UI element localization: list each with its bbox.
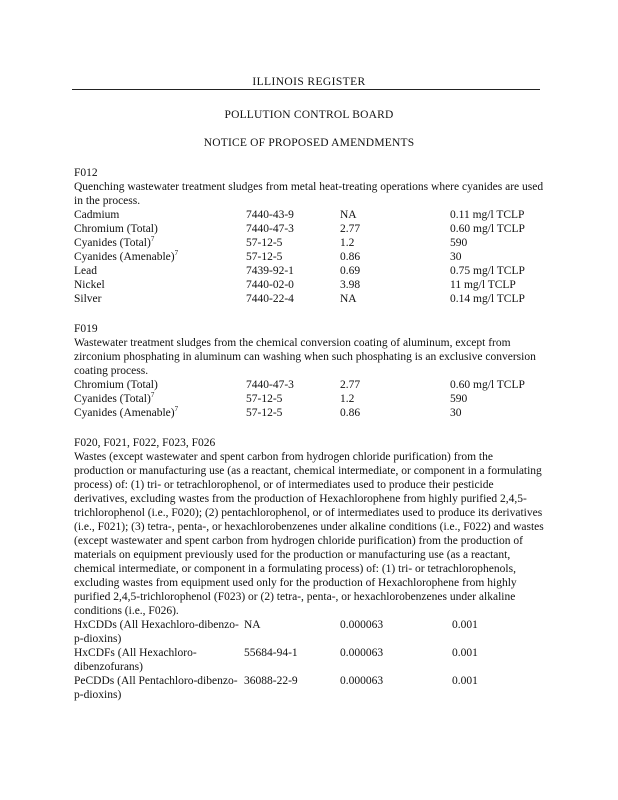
waste-description: Wastes (except wastewater and spent carbon from hydrogen chloride purification) from the production or manufacturing use (as a reactant, chemical intermediate, or component in a formulating process) of: (1) tri- or tetrachlorophenol, or of intermediates used to produce their pesticide derivatives, excluding wastes from the production of Hexachlorophene from highly purified 2,4,5-trichlorophenol (i.e., F020); (2) pentachlorophenol, or of intermediates used to produce its derivatives (i.e., F021); (3) tetra-, penta-, or hexachlorobenzenes under alkaline conditions (i.e., F022) and wastes (except wastewater and spent carbon from hydrogen chloride purification) from the production of materials on equipment previously used for the production or manufacturing use (as a reactant, chemical intermediate, or component in a formulating process) of: (1) tri- or tetrachlorophenols, excluding wastes from equipment used only for the production of Hexachlorophene from highly purified 2,4,5-trichlorophenol (F023) or (2) tetra-, penta-, or hexachlorobenzenes under alkaline conditions (i.e., F026). bbox=[74, 451, 544, 617]
nonwastewater-standard: 0.14 mg/l TCLP bbox=[450, 293, 525, 305]
cas-number: 57-12-5 bbox=[246, 393, 283, 405]
constituent-name: Silver bbox=[74, 293, 102, 305]
wastewater-standard: 3.98 bbox=[340, 279, 361, 291]
waste-code: F019 bbox=[74, 323, 98, 335]
constituent-name: Cyanides (Amenable) bbox=[74, 407, 175, 419]
section-f020-f026 bbox=[74, 436, 544, 702]
table-row bbox=[74, 250, 525, 264]
constituent-name: HxCDDs (All Hexachloro-dibenzo-p-dioxins) bbox=[74, 619, 239, 645]
table-row bbox=[74, 618, 478, 646]
nonwastewater-standard: 0.11 mg/l TCLP bbox=[450, 209, 525, 221]
constituent-name: Cyanides (Total) bbox=[74, 237, 151, 249]
cas-number: 57-12-5 bbox=[246, 237, 283, 249]
wastewater-standard: 1.2 bbox=[340, 237, 355, 249]
nonwastewater-standard: 0.60 mg/l TCLP bbox=[450, 379, 525, 391]
waste-code: F020, F021, F022, F023, F026 bbox=[74, 437, 216, 449]
nonwastewater-standard: 0.001 bbox=[452, 675, 478, 687]
constituent-cell bbox=[74, 236, 246, 250]
constituent-name: Chromium (Total) bbox=[74, 223, 158, 235]
nonwastewater-standard: 30 bbox=[450, 251, 462, 263]
table-row bbox=[74, 392, 525, 406]
table-row bbox=[74, 236, 525, 250]
constituent-name: Cyanides (Total) bbox=[74, 393, 151, 405]
constituent-name: Cyanides (Amenable) bbox=[74, 251, 175, 263]
waste-description: Wastewater treatment sludges from the chemical conversion coating of aluminum, except from zirconium phosphating in aluminum can washing when such phosphating is an exclusive conversion coating process. bbox=[74, 337, 536, 377]
wastewater-standard: 2.77 bbox=[340, 379, 361, 391]
constituent-name: Nickel bbox=[74, 279, 105, 291]
nonwastewater-standard: 11 mg/l TCLP bbox=[450, 279, 516, 291]
table-row bbox=[74, 378, 525, 392]
table-row bbox=[74, 674, 478, 702]
nonwastewater-standard: 590 bbox=[450, 237, 468, 249]
wastewater-standard: 0.000063 bbox=[340, 647, 384, 659]
wastewater-standard: 2.77 bbox=[340, 223, 361, 235]
waste-description: Quenching wastewater treatment sludges from metal heat-treating operations where cyanides are used in the process. bbox=[74, 181, 544, 207]
cas-number: 55684-94-1 bbox=[244, 647, 298, 659]
constituent-name: HxCDFs (All Hexachloro-dibenzofurans) bbox=[74, 647, 197, 673]
cas-number: 7439-92-1 bbox=[246, 265, 294, 277]
constituent-cell bbox=[74, 250, 246, 264]
cas-number: 7440-43-9 bbox=[246, 209, 294, 221]
footnote-marker: 7 bbox=[174, 405, 179, 414]
constituent-name: Lead bbox=[74, 265, 97, 277]
wastewater-standard: 0.69 bbox=[340, 265, 361, 277]
table-row bbox=[74, 208, 525, 222]
board-name: POLLUTION CONTROL BOARD bbox=[224, 109, 394, 121]
footnote-marker: 7 bbox=[150, 391, 155, 400]
cas-number: 7440-47-3 bbox=[246, 379, 294, 391]
constituent-name: Cadmium bbox=[74, 209, 120, 221]
wastewater-standard: 1.2 bbox=[340, 393, 355, 405]
constituent-name: Chromium (Total) bbox=[74, 379, 158, 391]
constituent-cell bbox=[74, 406, 246, 420]
wastewater-standard: NA bbox=[340, 293, 357, 305]
wastewater-standard: NA bbox=[340, 209, 357, 221]
table-row bbox=[74, 292, 525, 306]
cas-number: 57-12-5 bbox=[246, 407, 283, 419]
wastewater-standard: 0.000063 bbox=[340, 619, 384, 631]
cas-number: 7440-02-0 bbox=[246, 279, 294, 291]
table-row bbox=[74, 264, 525, 278]
nonwastewater-standard: 590 bbox=[450, 393, 468, 405]
notice-title: NOTICE OF PROPOSED AMENDMENTS bbox=[203, 137, 415, 149]
cas-number: 7440-22-4 bbox=[246, 293, 294, 305]
constituent-table bbox=[74, 618, 478, 702]
cas-number: 7440-47-3 bbox=[246, 223, 294, 235]
cas-number: 57-12-5 bbox=[246, 251, 283, 263]
wastewater-standard: 0.86 bbox=[340, 251, 361, 263]
cas-number: NA bbox=[244, 619, 261, 631]
nonwastewater-standard: 30 bbox=[450, 407, 462, 419]
cas-number: 36088-22-9 bbox=[244, 675, 298, 687]
constituent-table bbox=[74, 378, 525, 420]
table-row bbox=[74, 222, 525, 236]
nonwastewater-standard: 0.75 mg/l TCLP bbox=[450, 265, 525, 277]
constituent-cell bbox=[74, 392, 246, 406]
section-f012 bbox=[74, 166, 544, 306]
wastewater-standard: 0.86 bbox=[340, 407, 361, 419]
table-row bbox=[74, 646, 478, 674]
waste-code: F012 bbox=[74, 167, 98, 179]
table-row bbox=[74, 278, 525, 292]
footnote-marker: 7 bbox=[174, 249, 179, 258]
table-row bbox=[74, 406, 525, 420]
section-f019 bbox=[74, 322, 544, 420]
footnote-marker: 7 bbox=[150, 235, 155, 244]
wastewater-standard: 0.000063 bbox=[340, 675, 384, 687]
constituent-name: PeCDDs (All Pentachloro-dibenzo-p-dioxins) bbox=[74, 675, 238, 701]
nonwastewater-standard: 0.60 mg/l TCLP bbox=[450, 223, 525, 235]
nonwastewater-standard: 0.001 bbox=[452, 647, 478, 659]
header-rule bbox=[72, 89, 540, 90]
constituent-table bbox=[74, 208, 525, 306]
nonwastewater-standard: 0.001 bbox=[452, 619, 478, 631]
register-title: ILLINOIS REGISTER bbox=[252, 76, 366, 88]
